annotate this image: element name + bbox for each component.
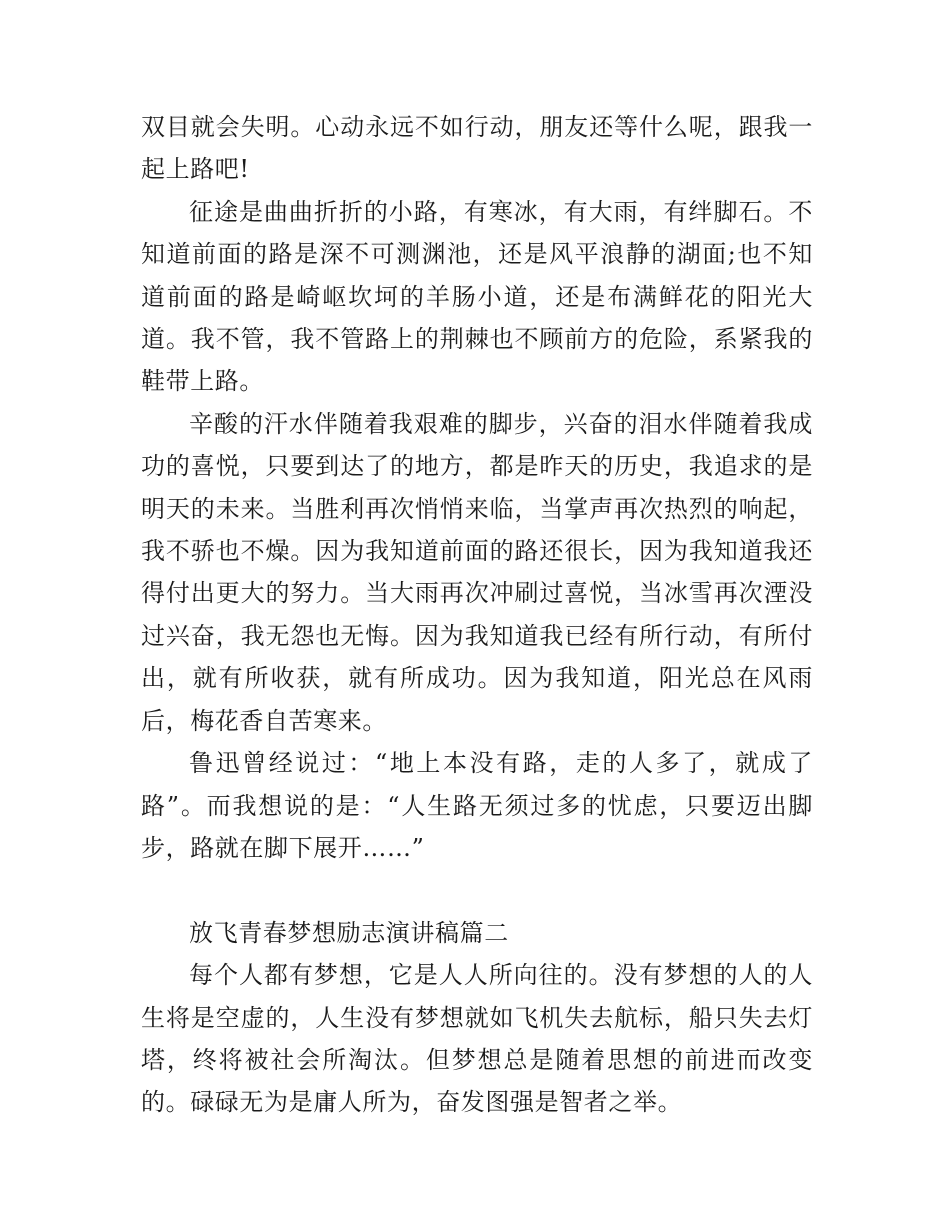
- paragraph-continued: 双目就会失明。心动永远不如行动，朋友还等什么呢，跟我一起上路吧!: [141, 113, 813, 184]
- paragraph: 每个人都有梦想，它是人人所向往的。没有梦想的人的人生将是空虚的，人生没有梦想就如飞机失去航标，船只失去灯塔，终将被社会所淘汰。但梦想总是随着思想的前进而改变的。碌碌无为是庸人所为，奋发图强是智者之举。: [141, 961, 813, 1117]
- document-page: [141, 106, 813, 1124]
- blank-line: [141, 869, 813, 911]
- paragraph: 辛酸的汗水伴随着我艰难的脚步，兴奋的泪水伴随着我成功的喜悦，只要到达了的地方，都是昨天的历史，我追求的是明天的未来。当胜利再次悄悄来临，当掌声再次热烈的响起，我不骄也不燥。因为我知道前面的路还很长，因为我知道我还得付出更大的努力。当大雨再次冲刷过喜悦，当冰雪再次湮没过兴奋，我无怨也无悔。因为我知道我已经有所行动，有所付出，就有所收获，就有所成功。因为我知道，阳光总在风雨后，梅花香自苦寒来。: [141, 409, 813, 735]
- section-title: 放飞青春梦想励志演讲稿篇二: [189, 918, 509, 947]
- paragraph: 鲁迅曾经说过：“地上本没有路，走的人多了，就成了路”。而我想说的是：“人生路无须过多的忧虑，只要迈出脚步，路就在脚下展开……”: [141, 749, 813, 862]
- paragraph: 征途是曲曲折折的小路，有寒冰，有大雨，有绊脚石。不知道前面的路是深不可测渊池，还是风平浪静的湖面;也不知道前面的路是崎岖坎坷的羊肠小道，还是布满鲜花的阳光大道。我不管，我不管路上的荆棘也不顾前方的危险，系紧我的鞋带上路。: [141, 197, 813, 396]
